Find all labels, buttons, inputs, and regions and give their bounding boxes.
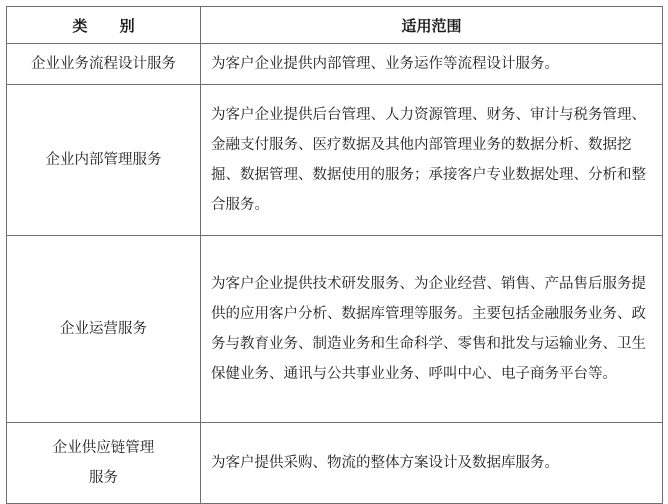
table-row [7, 85, 663, 236]
category-line-1: 企业供应链管理 [52, 440, 155, 456]
category-cell: 企业内部管理服务 [7, 85, 201, 236]
service-scope-table [6, 6, 663, 504]
category-cell: 企业业务流程设计服务 [7, 44, 201, 85]
table-row [7, 44, 663, 85]
description-cell: 为客户企业提供技术研发服务、为企业经营、销售、产品售后服务提供的应用客户分析、数据库管理等服务。主要包括金融服务业务、政务与教育业务、制造业务和生命科学、零售和批发与运输业务、卫生保健业务、通讯与公共事业业务、呼叫中心、电子商务平台等。 [201, 236, 663, 423]
category-cell: 企业运营服务 [7, 236, 201, 423]
description-cell: 为客户企业提供后台管理、人力资源管理、财务、审计与税务管理、金融支付服务、医疗数据及其他内部管理业务的数据分析、数据挖掘、数据管理、数据使用的服务；承接客户专业数据处理、分析和整合服务。 [201, 85, 663, 236]
category-cell [7, 423, 201, 504]
table-header-row [7, 7, 663, 44]
table-row [7, 423, 663, 504]
header-scope: 适用范围 [201, 7, 663, 44]
table-row [7, 236, 663, 423]
header-category-label: 类 别 [72, 16, 149, 35]
header-category [7, 7, 201, 44]
description-cell: 为客户企业提供内部管理、业务运作等流程设计服务。 [201, 44, 663, 85]
category-line-2: 服务 [89, 470, 118, 486]
description-cell: 为客户提供采购、物流的整体方案设计及数据库服务。 [201, 423, 663, 504]
